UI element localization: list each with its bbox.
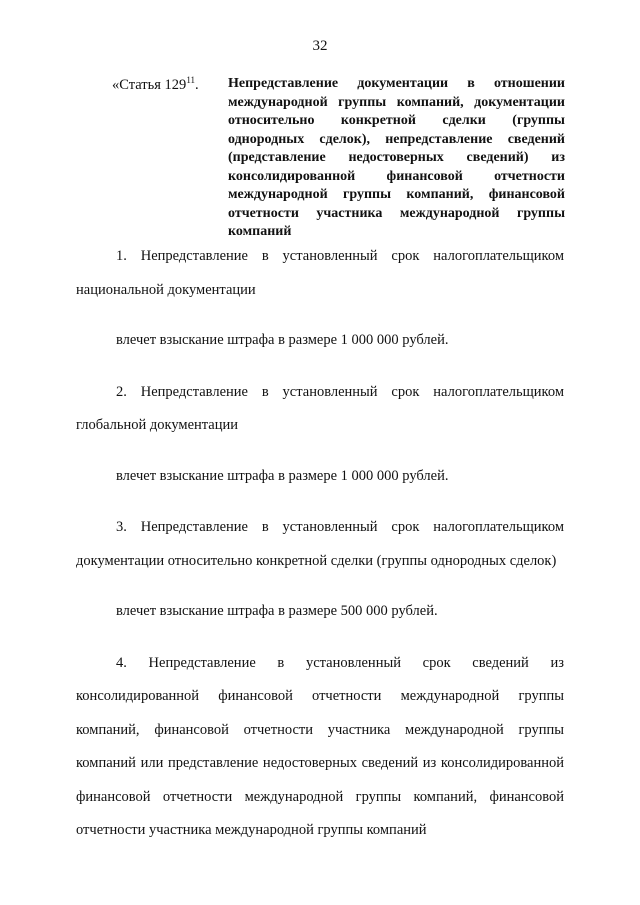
article-label bbox=[112, 75, 199, 94]
article-label-text: «Статья 129 bbox=[112, 77, 187, 93]
paragraph-3: 3. Непредставление в установленный срок налогоплательщиком документации относительно конкретной сделки (группы однородных сделок) bbox=[76, 519, 564, 569]
article-title: Непредставление документации в отношении международной группы компаний, документации относительно конкретной сделки (группы однородных сделок), непредставление сведений (представление недостоверных сведений) из консолидированной финансовой отчетности международной группы компаний, финансовой отчетности участника международной группы компаний bbox=[228, 76, 565, 239]
article-label-suffix: . bbox=[194, 77, 199, 93]
paragraph-2-penalty: влечет взыскание штрафа в размере 1 000 000 рублей. bbox=[116, 467, 449, 484]
paragraph-2: 2. Непредставление в установленный срок налогоплательщиком глобальной документации bbox=[76, 383, 564, 433]
paragraph-1: 1. Непредставление в установленный срок налогоплательщиком национальной документации bbox=[76, 248, 564, 298]
paragraph-3-penalty: влечет взыскание штрафа в размере 500 000 рублей. bbox=[116, 603, 438, 619]
page-number: 32 bbox=[312, 38, 328, 54]
paragraph-4: 4. Непредставление в установленный срок сведений из консолидированной финансовой отчетности международной группы компаний, финансовой отчетности участника международной группы компаний или представление недостоверных сведений из консолидированной финансовой отчетности международной группы компаний, финансовой отчетности участника международной группы компаний bbox=[76, 654, 564, 838]
article-body bbox=[76, 240, 564, 865]
paragraph-1-penalty: влечет взыскание штрафа в размере 1 000 000 рублей. bbox=[116, 332, 449, 348]
article-label-superscript: 11 bbox=[186, 75, 195, 85]
